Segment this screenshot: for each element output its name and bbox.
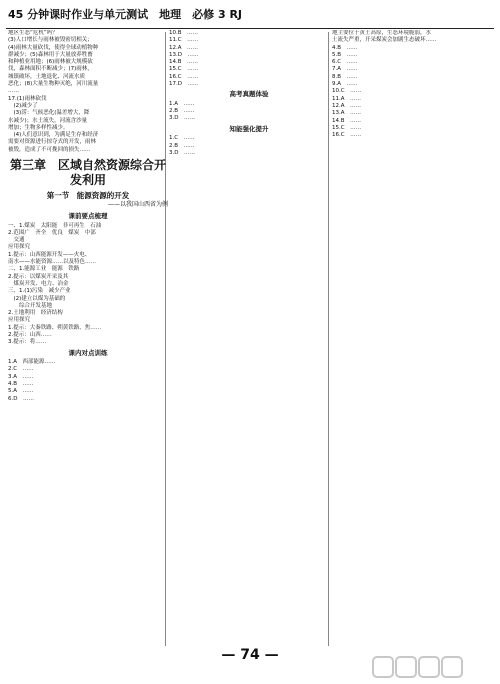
answer-line: 水减少)；水土流失，河流含沙量 xyxy=(8,117,88,124)
column-3-block xyxy=(332,30,492,139)
answer-line: 2.C …… xyxy=(8,366,34,373)
page-header xyxy=(0,0,500,34)
column-1-top-block xyxy=(8,30,168,96)
answer-line: 5.B …… xyxy=(332,51,358,58)
section-title: 第一节 能源资源的开发 xyxy=(46,191,130,201)
answer-line: 10.B …… xyxy=(169,30,199,36)
answer-line: …… xyxy=(8,88,19,95)
answer-line: 2.提示：山西…… xyxy=(8,332,52,338)
answer-line: 恶化；(8)大量生物种灭绝，河川流量 xyxy=(8,81,99,88)
subhead-strengthen: 知能强化提升 xyxy=(229,124,269,133)
answer-line: 10.C …… xyxy=(332,88,362,95)
answer-line: 土流失严重，开采煤炭会加剧生态破坏…… xyxy=(332,37,437,44)
answer-line: 2.土地利用 经济结构 xyxy=(8,310,63,317)
answer-line: 1.C …… xyxy=(169,135,195,142)
answer-line: 17.(1)雨林砍伐 xyxy=(8,95,47,102)
answer-line: 1.A 西部能源…… xyxy=(8,359,56,366)
answer-line: 3.A …… xyxy=(8,373,34,380)
answer-line: 伐，森林面积不断减少；(7)雨林， xyxy=(8,66,93,73)
watermark-logo xyxy=(372,654,496,680)
answer-line: 应用探究 xyxy=(8,244,31,251)
answer-line: 4.B …… xyxy=(8,380,34,387)
answer-line: 综合开发基地 xyxy=(8,302,53,309)
answer-line: 城镇破坏，土地退化、河流水质 xyxy=(8,73,86,80)
answer-line: 增加；生物多样性减少。 xyxy=(8,124,69,131)
answer-line: 12.A …… xyxy=(332,102,362,109)
answer-line: 二、1.能源工业 能源 铁路 xyxy=(8,266,85,273)
section-subtitle: ——以我国山西省为例 xyxy=(107,201,168,209)
answer-line: 8.B …… xyxy=(332,73,358,80)
column-2-bottom-block xyxy=(169,135,329,157)
subhead-training: 课内对点训练 xyxy=(68,348,108,357)
answer-line: 2.范围广 齐全 优良 煤炭 中部 xyxy=(8,229,96,236)
answer-column-3 xyxy=(332,30,492,650)
column-2-exam-block xyxy=(169,101,329,123)
answer-line: 3.提示：将…… xyxy=(8,339,47,346)
answer-line: 1.提示：山西能源开发——火电、 xyxy=(8,251,91,258)
answer-column-1 xyxy=(8,30,168,650)
page-number: — 74 — xyxy=(221,647,279,663)
answer-line: 交通 xyxy=(8,237,25,244)
answer-line: 15.C …… xyxy=(332,124,362,131)
answer-line: 5.A …… xyxy=(8,388,34,395)
answer-line: 地区生态“危机”吗？ xyxy=(8,30,58,36)
answer-line: 12.A …… xyxy=(169,44,199,51)
answer-line: 16.C …… xyxy=(332,132,362,139)
answer-column-2 xyxy=(169,30,329,650)
answer-line: 11.A …… xyxy=(332,95,362,102)
column-2-top-block xyxy=(169,30,329,88)
answer-line: 14.B …… xyxy=(169,59,199,66)
answer-line: 17.D …… xyxy=(169,81,199,88)
subhead-lesson-points: 课前要点梳理 xyxy=(68,212,108,221)
column-1-mid-block xyxy=(8,96,168,154)
column-1-training-block xyxy=(8,359,168,403)
answer-line: 被毁，造成了不可挽回的损失…… xyxy=(8,146,91,153)
answer-line: 南水——水能资源……以及特色…… xyxy=(8,259,97,266)
answer-line: 7.A …… xyxy=(332,66,358,73)
answer-line: 和种植业用地；(6)雨林被大规模砍 xyxy=(8,59,93,66)
answer-line: (3)人口增长与雨林被毁密切相关； xyxy=(8,37,93,44)
answer-line: 应用探究 xyxy=(8,317,31,324)
answer-line: (2)减少了 xyxy=(8,102,38,109)
answer-line: 15.C …… xyxy=(169,66,199,73)
answer-line: 14.B …… xyxy=(332,117,362,124)
answer-line: (3)涝：气候恶化(温差增大，降 xyxy=(8,110,90,117)
header-title: 45 分钟课时作业与单元测试 地理 必修 3 RJ xyxy=(8,8,243,21)
answer-line: 2.提示：以煤炭开采及其 xyxy=(8,273,69,280)
column-1-body-block xyxy=(8,223,168,347)
answer-line: 6.D …… xyxy=(8,395,34,402)
answer-line: 1.提示：大秦铁路、朔黄铁路、焦…… xyxy=(8,324,102,331)
answer-line: (4)人们意识到，为满足生存和经济 xyxy=(8,132,99,139)
answer-line: 一、1.煤炭 太阳能 非可再生 石油 xyxy=(8,222,102,229)
answer-line: 4.B …… xyxy=(332,44,358,51)
answer-line: (2)建立以煤为基础的 xyxy=(8,295,66,302)
answer-line: 3.D …… xyxy=(169,149,195,156)
chapter-title: 第三章 区域自然资源综合开发利用 xyxy=(9,158,166,188)
answer-line: 3.D …… xyxy=(169,115,195,122)
answer-line: 13.A …… xyxy=(332,110,362,117)
answer-line: 需要对资源进行掠夺式的开发，雨林 xyxy=(8,139,97,146)
subhead-exam: 高考真题体验 xyxy=(229,90,269,99)
answer-line: 1.A …… xyxy=(169,100,195,107)
answer-line: (4)雨林大量砍伐，使得全球动植物种 xyxy=(8,44,99,51)
answer-line: 地主要位于黄土高原，生态环境脆弱，水 xyxy=(332,30,432,36)
answer-line: 2.B …… xyxy=(169,108,195,115)
answer-line: 煤炭开发、电力、冶金 xyxy=(8,280,69,287)
answer-line: 6.C …… xyxy=(332,59,358,66)
answer-line: 三、1.(1)污染 减少产业 xyxy=(8,288,71,295)
answer-line: 9.A …… xyxy=(332,81,358,88)
header-rule xyxy=(6,28,494,29)
answer-line: 2.B …… xyxy=(169,142,195,149)
answer-line: 16.C …… xyxy=(169,73,199,80)
answer-line: 群减少；(5)森林用于大量放养牲畜 xyxy=(8,51,93,58)
answer-line: 13.D …… xyxy=(169,51,199,58)
answer-line: 11.C …… xyxy=(169,37,199,44)
